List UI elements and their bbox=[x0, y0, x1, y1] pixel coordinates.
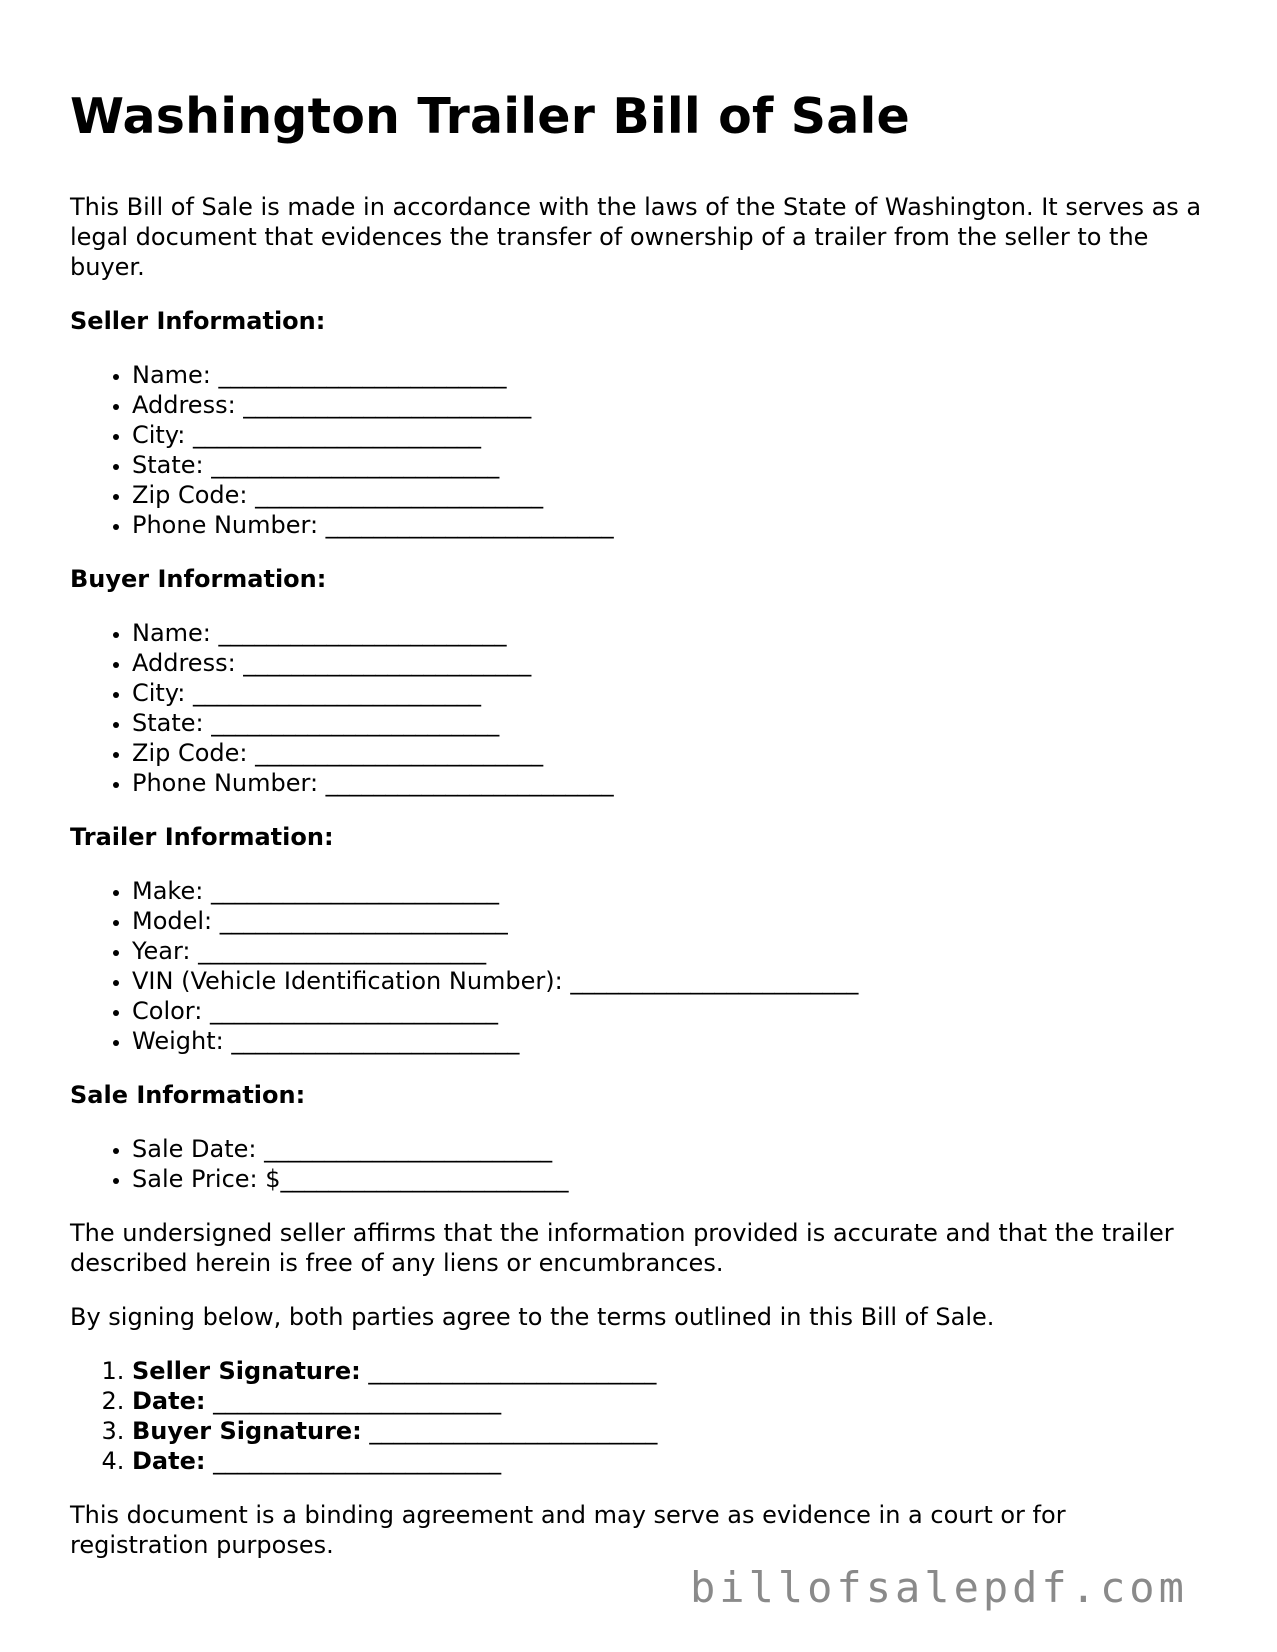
seller-state-field: • State: ________________________ bbox=[132, 450, 1210, 480]
seller-phone-field: • Phone Number: ________________________ bbox=[132, 510, 1210, 540]
buyer-state-field: • State: ________________________ bbox=[132, 708, 1210, 738]
sale-fields-list bbox=[70, 1134, 1210, 1194]
closing-paragraph: This document is a binding agreement and may serve as evidence in a court or for registration purposes. bbox=[70, 1501, 1066, 1559]
trailer-year-field: • Year: ________________________ bbox=[132, 936, 1210, 966]
buyer-address-field: • Address: ________________________ bbox=[132, 648, 1210, 678]
signature-label: Buyer Signature: bbox=[132, 1417, 362, 1445]
intro-paragraph: This Bill of Sale is made in accordance with the laws of the State of Washington. It serves as a legal document that evidences the transfer of ownership of a trailer from the seller to the buyer. bbox=[70, 193, 1202, 281]
seller-address-field: • Address: ________________________ bbox=[132, 390, 1210, 420]
seller-heading: Seller Information: bbox=[70, 307, 326, 335]
signature-label: Seller Signature: bbox=[132, 1357, 361, 1385]
buyer-zip-field: • Zip Code: ________________________ bbox=[132, 738, 1210, 768]
buyer-date-line bbox=[132, 1446, 1210, 1476]
sale-price-field: • Sale Price: $________________________ bbox=[132, 1164, 1210, 1194]
signature-blank: ________________________ bbox=[213, 1387, 502, 1415]
trailer-model-field: • Model: ________________________ bbox=[132, 906, 1210, 936]
affirmation-paragraph: The undersigned seller affirms that the information provided is accurate and that the trailer described herein is free of any liens or encumbrances. bbox=[70, 1219, 1174, 1277]
document-page bbox=[70, 86, 1210, 1560]
signature-list bbox=[70, 1356, 1210, 1476]
seller-zip-field: • Zip Code: ________________________ bbox=[132, 480, 1210, 510]
seller-date-line bbox=[132, 1386, 1210, 1416]
buyer-signature-line bbox=[132, 1416, 1210, 1446]
trailer-weight-field: • Weight: ________________________ bbox=[132, 1026, 1210, 1056]
signature-label: Date: bbox=[132, 1447, 206, 1475]
agreement-paragraph: By signing below, both parties agree to the terms outlined in this Bill of Sale. bbox=[70, 1303, 995, 1331]
signature-blank: ________________________ bbox=[213, 1447, 502, 1475]
buyer-fields-list bbox=[70, 618, 1210, 798]
buyer-name-field: • Name: ________________________ bbox=[132, 618, 1210, 648]
sale-heading: Sale Information: bbox=[70, 1081, 306, 1109]
seller-fields-list bbox=[70, 360, 1210, 540]
document-title: Washington Trailer Bill of Sale bbox=[70, 88, 910, 145]
trailer-fields-list bbox=[70, 876, 1210, 1056]
signature-blank: ________________________ bbox=[368, 1357, 657, 1385]
buyer-city-field: • City: ________________________ bbox=[132, 678, 1210, 708]
trailer-heading: Trailer Information: bbox=[70, 823, 334, 851]
watermark: billofsalepdf.com bbox=[690, 1563, 1188, 1612]
sale-date-field: • Sale Date: ________________________ bbox=[132, 1134, 1210, 1164]
seller-signature-line bbox=[132, 1356, 1210, 1386]
trailer-vin-field: • VIN (Vehicle Identification Number): ________________________ bbox=[132, 966, 1210, 996]
trailer-make-field: • Make: ________________________ bbox=[132, 876, 1210, 906]
seller-city-field: • City: ________________________ bbox=[132, 420, 1210, 450]
seller-name-field: • Name: ________________________ bbox=[132, 360, 1210, 390]
buyer-phone-field: • Phone Number: ________________________ bbox=[132, 768, 1210, 798]
trailer-color-field: • Color: ________________________ bbox=[132, 996, 1210, 1026]
signature-blank: ________________________ bbox=[369, 1417, 658, 1445]
buyer-heading: Buyer Information: bbox=[70, 565, 327, 593]
signature-label: Date: bbox=[132, 1387, 206, 1415]
